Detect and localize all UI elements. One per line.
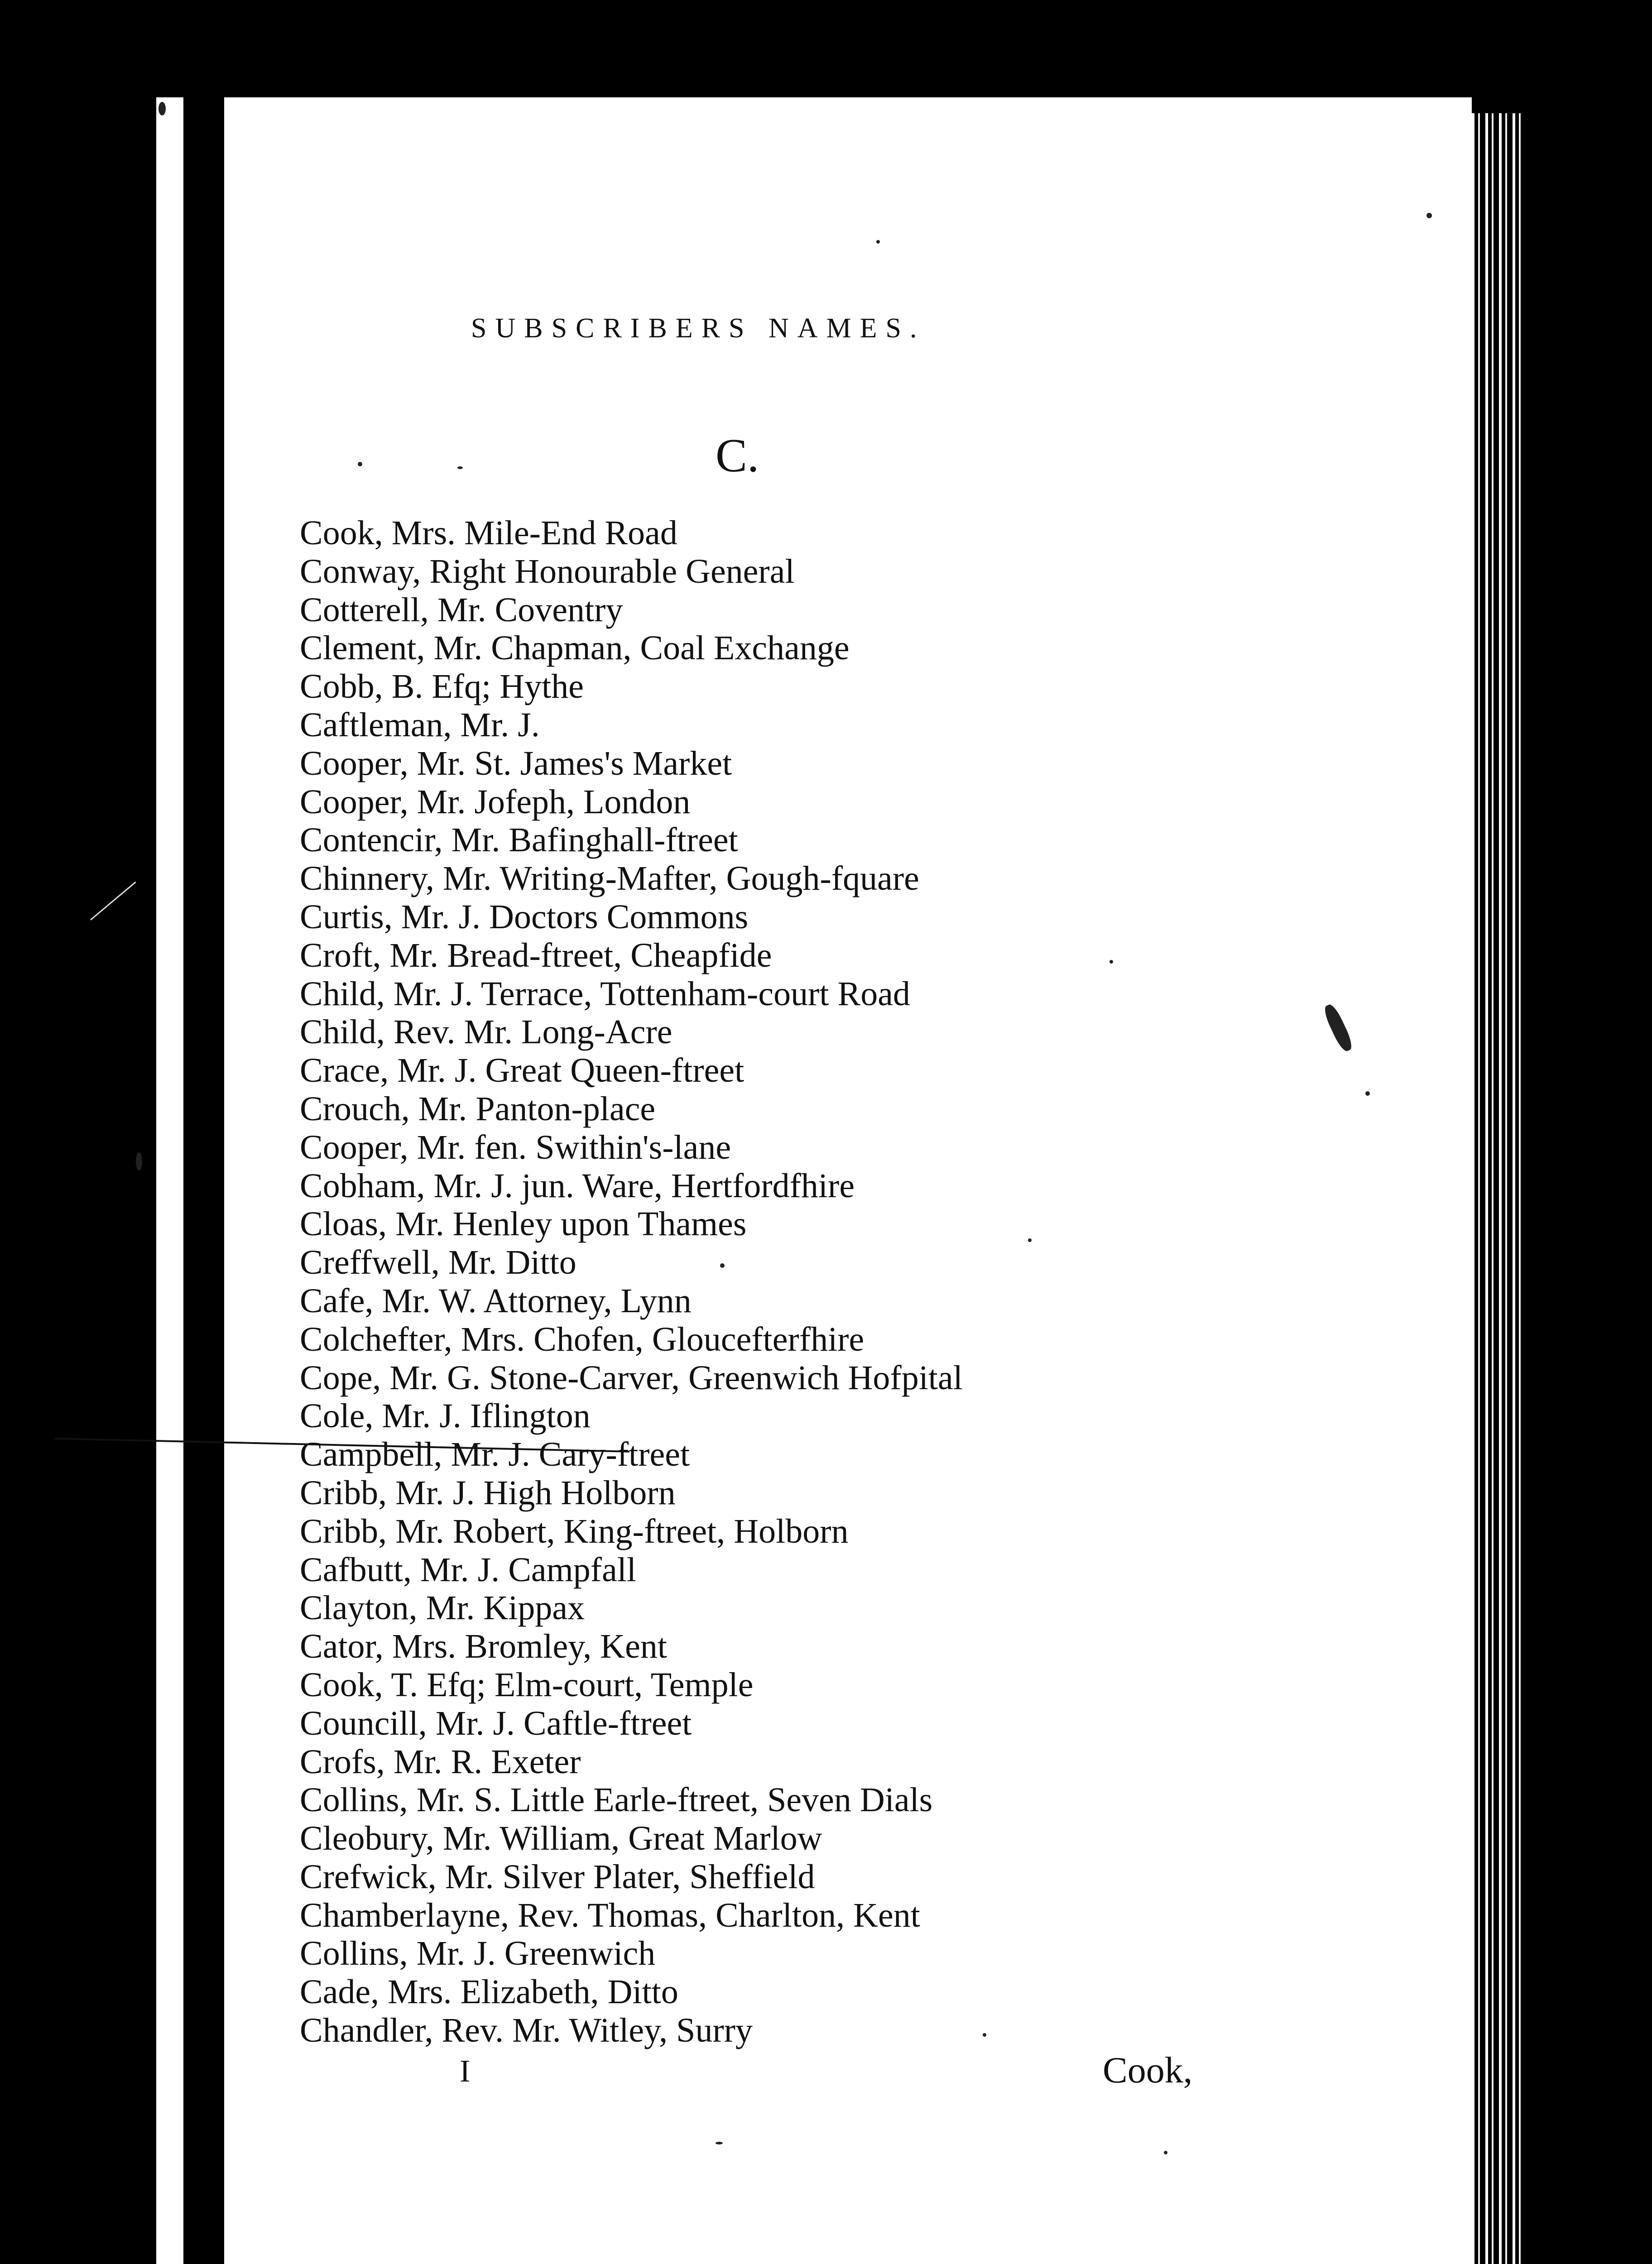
catchword: Cook, xyxy=(1103,2049,1193,2091)
subscriber-entry: Contencir, Mr. Bafinghall-ftreet xyxy=(300,821,738,859)
subscriber-entry: Cook, T. Efq; Elm-court, Temple xyxy=(300,1665,754,1704)
subscriber-list xyxy=(300,514,963,2050)
subscriber-entry: Campbell, Mr. J. Cary-ftreet xyxy=(300,1435,690,1474)
section-letter: C. xyxy=(716,429,759,482)
subscriber-entry: Chandler, Rev. Mr. Witley, Surry xyxy=(300,2011,753,2050)
margin-pen-mark xyxy=(90,882,136,921)
subscriber-entry: Cooper, Mr. St. James's Market xyxy=(300,744,732,782)
subscriber-entry: Crouch, Mr. Panton-place xyxy=(300,1089,656,1128)
subscriber-entry: Clayton, Mr. Kippax xyxy=(300,1589,585,1627)
subscriber-entry: Cotterell, Mr. Coventry xyxy=(300,590,623,629)
ink-speck xyxy=(158,102,166,115)
signature-mark: I xyxy=(460,2054,471,2089)
subscriber-entry: Cloas, Mr. Henley upon Thames xyxy=(300,1205,747,1243)
subscriber-entry: Conway, Right Honourable General xyxy=(300,552,795,590)
left-page-edge xyxy=(156,97,183,2264)
ink-speck xyxy=(1164,2151,1167,2154)
subscriber-entry: Cleobury, Mr. William, Great Marlow xyxy=(300,1819,822,1858)
ink-speck xyxy=(358,462,362,466)
subscriber-entry: Cobb, B. Efq; Hythe xyxy=(300,667,584,706)
subscriber-entry: Colchefter, Mrs. Chofen, Gloucefterfhire xyxy=(300,1320,864,1358)
subscriber-entry: Crace, Mr. J. Great Queen-ftreet xyxy=(300,1051,744,1090)
subscriber-entry: Cooper, Mr. fen. Swithin's-lane xyxy=(300,1128,731,1166)
subscriber-entry: Croft, Mr. Bread-ftreet, Cheapfide xyxy=(300,936,772,974)
subscriber-entry: Cook, Mrs. Mile-End Road xyxy=(300,514,677,552)
ink-speck xyxy=(136,1152,142,1170)
ink-speck xyxy=(1109,960,1113,964)
subscriber-entry: Cribb, Mr. J. High Holborn xyxy=(300,1473,676,1512)
ink-speck xyxy=(457,466,463,469)
subscriber-entry: Chinnery, Mr. Writing-Mafter, Gough-fquare xyxy=(300,859,919,898)
subscriber-entry: Collins, Mr. S. Little Earle-ftreet, Seven Dials xyxy=(300,1781,933,1819)
subscriber-entry: Crofs, Mr. R. Exeter xyxy=(300,1742,581,1781)
ink-speck xyxy=(716,2142,723,2144)
subscriber-entry: Child, Mr. J. Terrace, Tottenham-court Road xyxy=(300,974,910,1013)
subscriber-entry: Councill, Mr. J. Caftle-ftreet xyxy=(300,1704,692,1742)
subscriber-entry: Caftleman, Mr. J. xyxy=(300,705,540,744)
right-page-edges xyxy=(1472,113,1522,2264)
subscriber-entry: Cade, Mrs. Elizabeth, Ditto xyxy=(300,1973,678,2011)
ink-speck xyxy=(1365,1091,1370,1096)
ink-speck xyxy=(876,240,880,244)
subscriber-entry: Cribb, Mr. Robert, King-ftreet, Holborn xyxy=(300,1512,849,1550)
subscriber-entry: Cafe, Mr. W. Attorney, Lynn xyxy=(300,1281,692,1320)
subscriber-entry: Cooper, Mr. Jofeph, London xyxy=(300,782,691,821)
subscriber-entry: Cator, Mrs. Bromley, Kent xyxy=(300,1627,668,1666)
subscriber-entry: Cafbutt, Mr. J. Campfall xyxy=(300,1550,637,1589)
subscriber-entry: Creffwell, Mr. Ditto xyxy=(300,1243,576,1282)
subscriber-entry: Cobham, Mr. J. jun. Ware, Hertfordfhire xyxy=(300,1166,855,1205)
ink-speck xyxy=(1426,213,1432,218)
subscriber-entry: Cole, Mr. J. Iflington xyxy=(300,1397,591,1435)
ink-speck xyxy=(983,2033,986,2037)
running-title: SUBSCRIBERS NAMES. xyxy=(471,313,926,344)
subscriber-entry: Curtis, Mr. J. Doctors Commons xyxy=(300,897,749,936)
subscriber-entry: Collins, Mr. J. Greenwich xyxy=(300,1934,656,1973)
subscriber-entry: Clement, Mr. Chapman, Coal Exchange xyxy=(300,629,850,667)
ink-speck xyxy=(1028,1238,1032,1242)
subscriber-entry: Cope, Mr. G. Stone-Carver, Greenwich Hofpital xyxy=(300,1358,963,1397)
subscriber-entry: Crefwick, Mr. Silver Plater, Sheffield xyxy=(300,1857,815,1896)
subscriber-entry: Chamberlayne, Rev. Thomas, Charlton, Kent xyxy=(300,1896,920,1934)
ink-speck xyxy=(720,1263,725,1268)
subscriber-entry: Child, Rev. Mr. Long-Acre xyxy=(300,1013,672,1051)
